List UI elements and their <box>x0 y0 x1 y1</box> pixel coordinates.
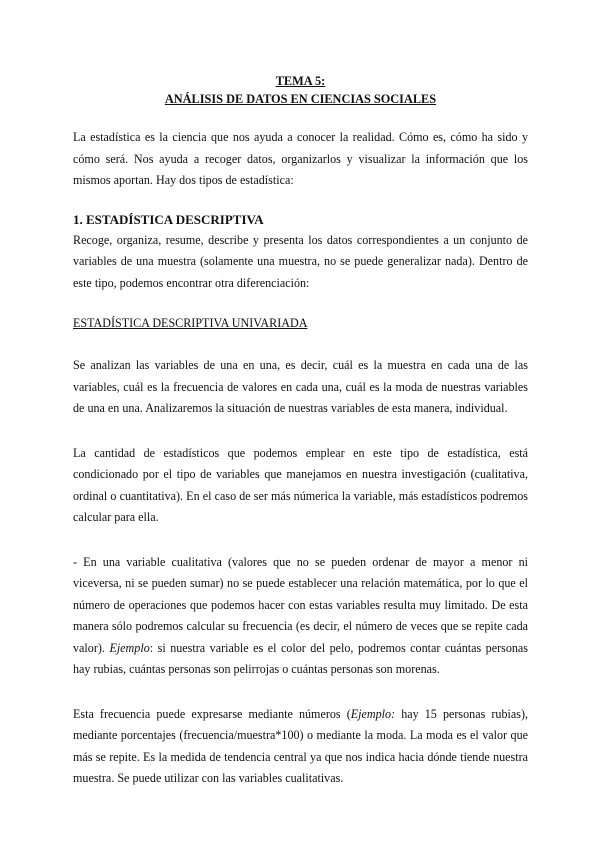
title-line-1: TEMA 5: <box>275 74 326 88</box>
qualitative-text-a: - En una variable cualitativa (valores que no se pueden ordenar de mayor a menor ni viceversa, ni se pueden sumar) no se puede establecer una relación matemática, por lo que el número de operaciones que podemos hacer con estas variables resulta muy limitado. De esta manera sólo podremos calcular su frecuencia (es decir, el número de veces que se repite cada valor). <box>73 554 528 655</box>
section-1-heading: 1. ESTADÍSTICA DESCRIPTIVA <box>73 211 264 227</box>
univariate-paragraph-2: La cantidad de estadísticos que podemos emplear en este tipo de estadística, está condicionado por el tipo de variables que manejamos en nuestra investigación (cualitativa, ordinal o cuantitativa). En el caso de ser más númerica la variable, más estadísticos podremos calcular para ella. <box>73 445 528 524</box>
subsection-heading: ESTADÍSTICA DESCRIPTIVA UNIVARIADA <box>73 316 308 330</box>
frequency-text-a: Esta frecuencia puede expresarse mediante números ( <box>73 706 351 721</box>
example-label: Ejemplo <box>109 640 150 655</box>
title-line-2: ANÁLISIS DE DATOS EN CIENCIAS SOCIALES <box>164 92 437 106</box>
qualitative-text-b: : si nuestra variable es el color del pelo, podremos contar cuántas personas hay rubias, cuántas personas son pelirrojas o cuántas personas son morenas. <box>73 640 529 676</box>
frequency-text-b: hay 15 personas rubias), mediante porcentajes (frecuencia/muestra*100) o mediante la moda. La moda es el valor que más se repite. Es la medida de tendencia central ya que nos indica hacia dónde tiende nuestra muestra. Se puede utilizar con las variables cualitativas. <box>73 706 528 785</box>
frequency-paragraph <box>73 704 528 790</box>
document-title <box>73 72 528 108</box>
qualitative-variable-paragraph <box>73 552 528 681</box>
example-label-2: Ejemplo: <box>350 706 396 721</box>
univariate-paragraph-1: Se analizan las variables de una en una, es decir, cuál es la muestra en cada una de las variables, cuál es la frecuencia de valores en cada una, cuál es la moda de nuestras variables de una en una. Analizaremos la situación de nuestras variables de esta manera, individual. <box>73 358 528 415</box>
document-page <box>73 72 528 790</box>
section-1-body: Recoge, organiza, resume, describe y presenta los datos correspondientes a un conjunto de variables de una muestra (solamente una muestra, no se puede generalizar nada). Dentro de este tipo, podemos encontrar otra diferenciación: <box>73 232 528 290</box>
intro-paragraph: La estadística es la ciencia que nos ayuda a conocer la realidad. Cómo es, cómo ha sido y cómo será. Nos ayuda a recoger datos, organizarlos y visualizar la información que los mismos aportan. Hay dos tipos de estadística: <box>73 130 528 187</box>
